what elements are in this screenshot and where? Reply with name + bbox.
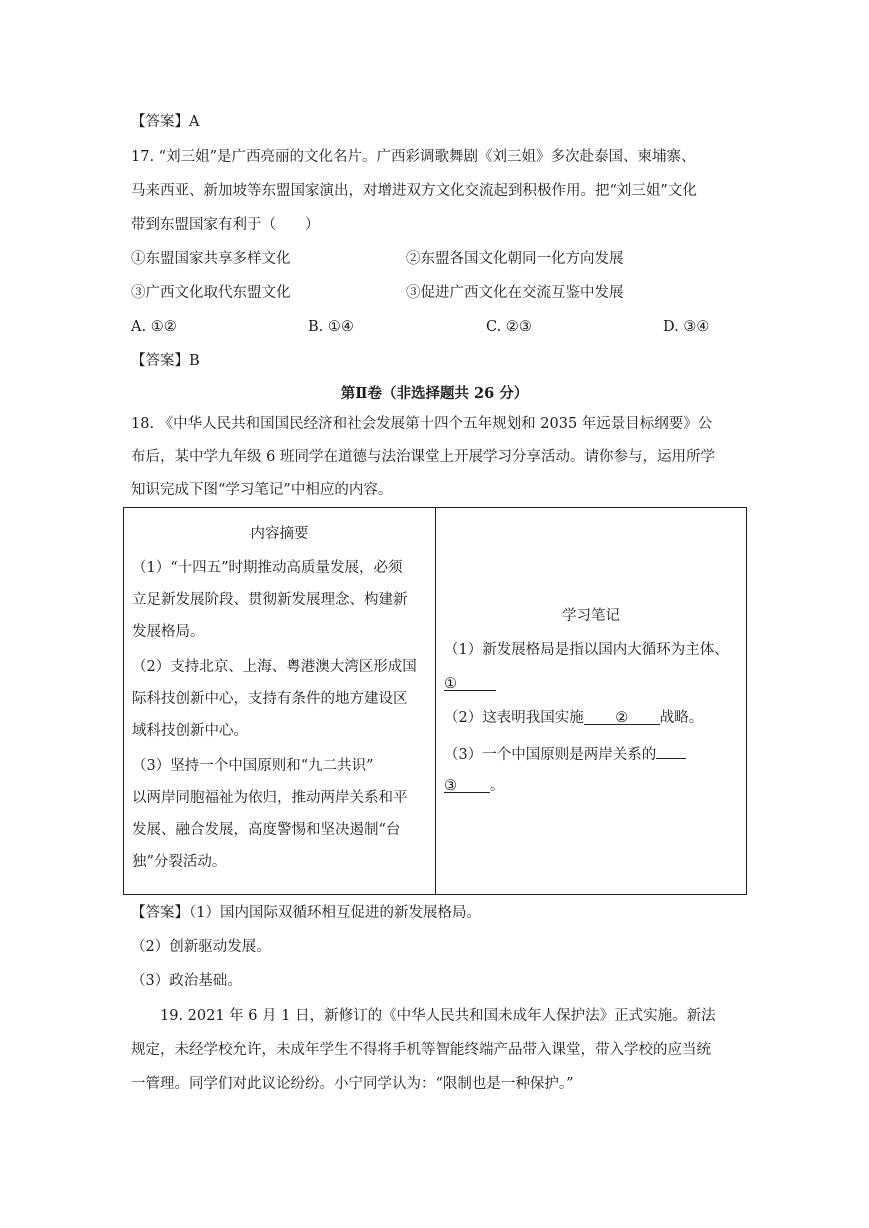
study-note-title: 学习笔记 xyxy=(562,608,620,624)
note-line-3-cont xyxy=(444,776,505,796)
blank-3-lead xyxy=(656,742,686,759)
q18-text-line-2: 布后，某中学九年级 6 班同学在道德与法治课堂上开展学习分享活动。请你参与，运用所学 xyxy=(131,449,715,465)
blank-3: ③ xyxy=(444,776,490,793)
q17-statement-1: ①东盟国家共享多样文化 xyxy=(131,251,291,267)
summary-line-7: （3）坚持一个中国原则和“九二共识” xyxy=(132,758,374,774)
q17-statement-2: ②东盟各国文化朝同一化方向发展 xyxy=(406,251,624,267)
q19-text-line-2: 规定，未经学校允许，未成年学生不得将手机等智能终端产品带入课堂，带入学校的应当统 xyxy=(131,1042,711,1058)
summary-line-6: 域科技创新中心。 xyxy=(132,723,248,739)
q18-answer-1: 【答案】（1）国内国际双循环相互促进的新发展格局。 xyxy=(131,905,481,921)
blank-2: ② xyxy=(584,708,660,725)
q18-text-line-1: 18. 《中华人民共和国国民经济和社会发展第十四个五年规划和 2035 年远景目标纲要》公 xyxy=(131,416,713,432)
note-line-2-suffix: 战略。 xyxy=(659,710,704,726)
summary-line-4: （2）支持北京、上海、粤港澳大湾区形成国 xyxy=(132,659,417,675)
summary-line-5: 际科技创新中心，支持有条件的地方建设区 xyxy=(132,691,408,707)
q18-answer-2: （2）创新驱动发展。 xyxy=(131,939,271,955)
q19-text-line-3: 一管理。同学们对此议论纷纷。小宁同学认为：“限制也是一种保护。” xyxy=(131,1076,574,1092)
note-line-3-suffix: 。 xyxy=(490,778,505,794)
q17-option-b: B. ①④ xyxy=(308,319,354,335)
q17-statement-3: ③广西文化取代东盟文化 xyxy=(131,285,291,301)
summary-line-10: 独”分裂活动。 xyxy=(132,854,227,870)
summary-line-8: 以两岸同胞福祉为依归，推动两岸关系和平 xyxy=(132,790,408,806)
q17-text-line-2: 马来西亚、新加坡等东盟国家演出，对增进双方文化交流起到积极作用。把“刘三姐”文化 xyxy=(131,183,697,199)
summary-line-9: 发展、融合发展，高度警惕和坚决遏制“台 xyxy=(132,822,401,838)
q16-answer: 【答案】A xyxy=(131,114,200,130)
note-line-3-prefix: （3）一个中国原则是两岸关系的 xyxy=(444,747,657,763)
q18-text-line-3: 知识完成下图“学习笔记”中相应的内容。 xyxy=(131,482,393,498)
q17-text-line-3: 带到东盟国家有利于（ ） xyxy=(131,217,320,233)
q17-statement-4: ③促进广西文化在交流互鉴中发展 xyxy=(406,285,624,301)
q17-option-c: C. ②③ xyxy=(486,319,532,335)
q17-answer: 【答案】B xyxy=(131,353,200,369)
note-line-3 xyxy=(444,742,686,765)
study-note-table xyxy=(123,507,747,895)
q18-answer-3: （3）政治基础。 xyxy=(131,973,242,989)
note-line-2 xyxy=(444,708,703,728)
q19-text-line-1: 19. 2021 年 6 月 1 日，新修订的《中华人民共和国未成年人保护法》正式实施。新法 xyxy=(160,1008,716,1024)
summary-line-1: （1）“十四五”时期推动高质量发展，必须 xyxy=(132,560,403,576)
blank-1: ① xyxy=(444,674,496,691)
q17-option-a: A. ①② xyxy=(131,319,177,335)
note-line-2-prefix: （2）这表明我国实施 xyxy=(444,710,584,726)
summary-line-2: 立足新发展阶段、贯彻新发展理念、构建新 xyxy=(132,592,408,608)
content-summary-title: 内容摘要 xyxy=(250,526,309,542)
section-title: 第Ⅱ卷（非选择题共 26 分） xyxy=(340,385,529,402)
note-line-1: （1）新发展格局是指以国内大循环为主体、 xyxy=(444,642,729,658)
q17-text-line-1: 17. “刘三姐”是广西亮丽的文化名片。广西彩调歌舞剧《刘三姐》多次赴泰国、柬埔寨、 xyxy=(131,149,696,165)
q17-option-d: D. ③④ xyxy=(663,319,710,335)
note-blank-1-line xyxy=(444,674,496,694)
content-summary-cell xyxy=(124,508,436,895)
summary-line-3: 发展格局。 xyxy=(132,624,205,640)
study-note-cell xyxy=(436,508,747,895)
